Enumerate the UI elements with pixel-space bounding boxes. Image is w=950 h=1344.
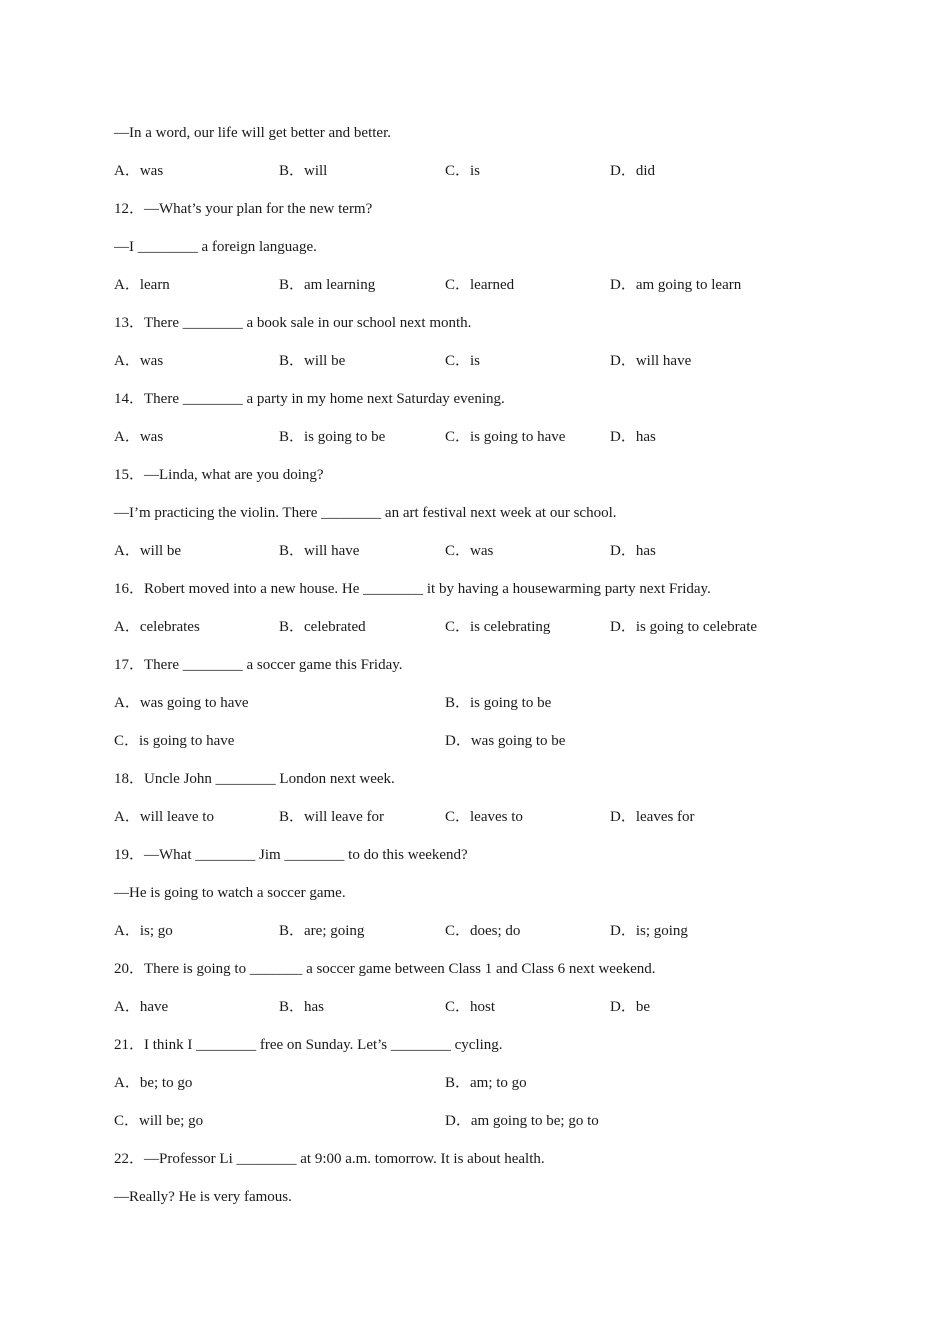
q18-option-d: D．leaves for xyxy=(610,809,695,825)
q13-option-a: A．was xyxy=(114,353,164,369)
q13-question: 13．There ________ a book sale in our school next month. xyxy=(114,315,472,331)
q14-option-b: B．is going to be xyxy=(279,429,386,445)
q21-option-a: A．be; to go xyxy=(114,1075,193,1091)
q20-option-c: C．host xyxy=(445,999,496,1015)
q12-option-a: A．learn xyxy=(114,277,170,293)
q11-options xyxy=(114,161,834,181)
q13-option-d: D．will have xyxy=(610,353,692,369)
q21-option-b: B．am; to go xyxy=(445,1075,527,1091)
q19-option-b: B．are; going xyxy=(279,923,365,939)
q19-answer-line: —He is going to watch a soccer game. xyxy=(114,885,346,901)
q12-answer-line: —I ________ a foreign language. xyxy=(114,239,317,255)
q13-option-b: B．will be xyxy=(279,353,346,369)
q14-option-a: A．was xyxy=(114,429,164,445)
q17-options-row2 xyxy=(114,731,834,751)
q14-option-d: D．has xyxy=(610,429,656,445)
q15-option-d: D．has xyxy=(610,543,656,559)
q18-question: 18．Uncle John ________ London next week. xyxy=(114,771,395,787)
q19-option-a: A．is; go xyxy=(114,923,173,939)
q11-option-b: B．will xyxy=(279,163,328,179)
q11-option-a: A．was xyxy=(114,163,164,179)
q20-option-d: D．be xyxy=(610,999,650,1015)
q17-question: 17．There ________ a soccer game this Friday. xyxy=(114,657,403,673)
q16-option-b: B．celebrated xyxy=(279,619,366,635)
q18-option-b: B．will leave for xyxy=(279,809,384,825)
q20-question: 20．There is going to _______ a soccer game between Class 1 and Class 6 next weekend. xyxy=(114,961,656,977)
q12-option-d: D．am going to learn xyxy=(610,277,742,293)
q20-option-b: B．has xyxy=(279,999,325,1015)
q18-option-c: C．leaves to xyxy=(445,809,523,825)
q20-option-a: A．have xyxy=(114,999,169,1015)
q15-answer-line: —I’m practicing the violin. There ________ an art festival next week at our school. xyxy=(114,505,617,521)
q21-options-row2 xyxy=(114,1111,834,1131)
q13-options xyxy=(114,351,834,371)
q16-option-a: A．celebrates xyxy=(114,619,200,635)
q11-option-c: C．is xyxy=(445,163,481,179)
q16-options xyxy=(114,617,834,637)
q21-option-c: C．will be; go xyxy=(114,1113,204,1129)
q18-options xyxy=(114,807,834,827)
q15-option-a: A．will be xyxy=(114,543,182,559)
q14-options xyxy=(114,427,834,447)
q14-option-c: C．is going to have xyxy=(445,429,566,445)
q17-options-row1 xyxy=(114,693,834,713)
q12-options xyxy=(114,275,834,295)
q16-question: 16．Robert moved into a new house. He ________ it by having a housewarming party next Friday. xyxy=(114,581,711,597)
q18-option-a: A．will leave to xyxy=(114,809,214,825)
q15-option-b: B．will have xyxy=(279,543,360,559)
q19-option-c: C．does; do xyxy=(445,923,521,939)
q21-options-row1 xyxy=(114,1073,834,1093)
q14-question: 14．There ________ a party in my home next Saturday evening. xyxy=(114,391,505,407)
q17-option-b: B．is going to be xyxy=(445,695,552,711)
q19-question: 19．—What ________ Jim ________ to do this weekend? xyxy=(114,847,468,863)
q21-option-d: D．am going to be; go to xyxy=(445,1113,599,1129)
q12-option-c: C．learned xyxy=(445,277,515,293)
q12-question: 12．—What’s your plan for the new term? xyxy=(114,201,373,217)
q11-answer-line: —In a word, our life will get better and better. xyxy=(114,125,391,141)
q13-option-c: C．is xyxy=(445,353,481,369)
q11-option-d: D．did xyxy=(610,163,656,179)
q16-option-c: C．is celebrating xyxy=(445,619,551,635)
q17-option-d: D．was going to be xyxy=(445,733,566,749)
q15-question: 15．—Linda, what are you doing? xyxy=(114,467,324,483)
q21-question: 21．I think I ________ free on Sunday. Let’s ________ cycling. xyxy=(114,1037,503,1053)
q17-option-a: A．was going to have xyxy=(114,695,249,711)
q19-option-d: D．is; going xyxy=(610,923,688,939)
q19-options xyxy=(114,921,834,941)
q16-option-d: D．is going to celebrate xyxy=(610,619,758,635)
q20-options xyxy=(114,997,834,1017)
q12-option-b: B．am learning xyxy=(279,277,376,293)
q22-answer-line: —Really? He is very famous. xyxy=(114,1189,292,1205)
q17-option-c: C．is going to have xyxy=(114,733,235,749)
q22-question: 22．—Professor Li ________ at 9:00 a.m. tomorrow. It is about health. xyxy=(114,1151,545,1167)
q15-options xyxy=(114,541,834,561)
q15-option-c: C．was xyxy=(445,543,494,559)
